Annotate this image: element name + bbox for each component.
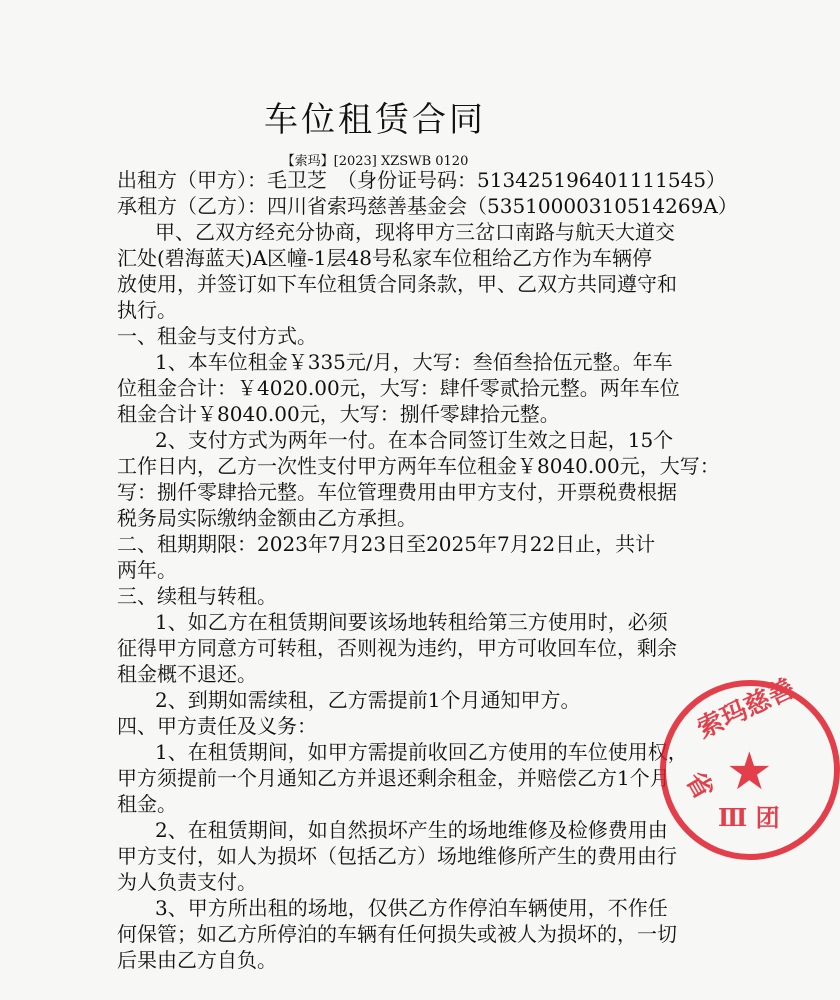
clause-3-2: 2、到期如需续租，乙方需提前1个月通知甲方。 bbox=[155, 688, 581, 712]
document-number: 【索玛】[2023] XZSWB 0120 bbox=[281, 154, 469, 169]
clause-4-1-line-2: 甲方须提前一个月通知乙方并退还剩余租金，并赔偿乙方1个月 bbox=[117, 766, 670, 790]
lessee-line: 承租方（乙方）：四川省索玛慈善基金会（53510000310514269A） bbox=[117, 194, 738, 218]
clause-1-2-line-3: 写：捌仟零肆拾元整。车位管理费用由甲方支付，开票税费根据 bbox=[117, 480, 677, 504]
clause-3-1-line-1: 1、如乙方在租赁期间要该场地转租给第三方使用时，必须 bbox=[155, 610, 668, 634]
clause-4-2-line-3: 为人负责支付。 bbox=[117, 870, 257, 894]
seal-side-text: 省 bbox=[679, 766, 719, 805]
section-4-heading: 四、甲方责任及义务： bbox=[117, 714, 317, 738]
section-1-heading: 一、租金与支付方式。 bbox=[117, 324, 317, 348]
para-intro-2: 汇处(碧海蓝天)A区幢-1层48号私家车位租给乙方作为车辆停 bbox=[117, 246, 652, 270]
clause-3-1-line-3: 租金概不退还。 bbox=[117, 662, 257, 686]
section-2-line-2: 两年。 bbox=[117, 558, 177, 582]
clause-4-2-line-2: 甲方支付，如人为损坏（包括乙方）场地维修所产生的费用由行 bbox=[117, 844, 677, 868]
clause-1-2-line-4: 税务局实际缴纳金额由乙方承担。 bbox=[117, 506, 417, 530]
para-intro-1: 甲、乙双方经充分协商，现将甲方三岔口南路与航天大道交 bbox=[155, 220, 675, 244]
clause-4-1-line-3: 租金。 bbox=[117, 792, 177, 816]
seal-star-icon: ★ bbox=[726, 742, 773, 802]
clause-4-3-line-3: 后果由乙方自负。 bbox=[117, 948, 277, 972]
clause-1-1-line-2: 位租金合计：￥4020.00元，大写：肆仟零贰拾元整。两年车位 bbox=[117, 376, 680, 400]
seal-top-text: 索玛慈善 bbox=[692, 673, 800, 745]
lessor-line: 出租方（甲方）：毛卫芝 （身份证号码：513425196401111545） bbox=[117, 168, 727, 192]
section-3-heading: 三、续租与转租。 bbox=[117, 584, 277, 608]
para-intro-3: 放使用，并签订如下车位租赁合同条款，甲、乙双方共同遵守和 bbox=[117, 272, 677, 296]
clause-4-2-line-1: 2、在租赁期间，如自然损坏产生的场地维修及检修费用由 bbox=[155, 818, 668, 842]
clause-1-1-line-3: 租金合计￥8040.00元，大写：捌仟零肆拾元整。 bbox=[117, 402, 560, 426]
section-2-line-1: 二、租期期限：2023年7月23日至2025年7月22日止，共计 bbox=[117, 532, 656, 556]
document-title: 车位租赁合同 bbox=[264, 100, 486, 140]
official-seal bbox=[660, 673, 840, 860]
clause-4-3-line-2: 何保管；如乙方所停泊的车辆有任何损失或被人为损坏的，一切 bbox=[117, 922, 677, 946]
clause-4-3-line-1: 3、甲方所出租的场地，仅供乙方作停泊车辆使用，不作任 bbox=[155, 896, 668, 920]
seal-bottom-text: Ⅲ 团 bbox=[718, 803, 780, 832]
clause-1-1-line-1: 1、本车位租金￥335元/月，大写：叁佰叁拾伍元整。年车 bbox=[155, 350, 673, 374]
clause-1-2-line-1: 2、支付方式为两年一付。在本合同签订生效之日起，15个 bbox=[155, 428, 674, 452]
para-intro-4: 执行。 bbox=[117, 298, 177, 322]
clause-3-1-line-2: 征得甲方同意方可转租，否则视为违约，甲方可收回车位，剩余 bbox=[117, 636, 677, 660]
clause-1-2-line-2: 工作日内，乙方一次性支付甲方两年车位租金￥8040.00元，大写： bbox=[117, 454, 720, 478]
clause-4-1-line-1: 1、在租赁期间，如甲方需提前收回乙方使用的车位使用权， bbox=[155, 740, 688, 764]
